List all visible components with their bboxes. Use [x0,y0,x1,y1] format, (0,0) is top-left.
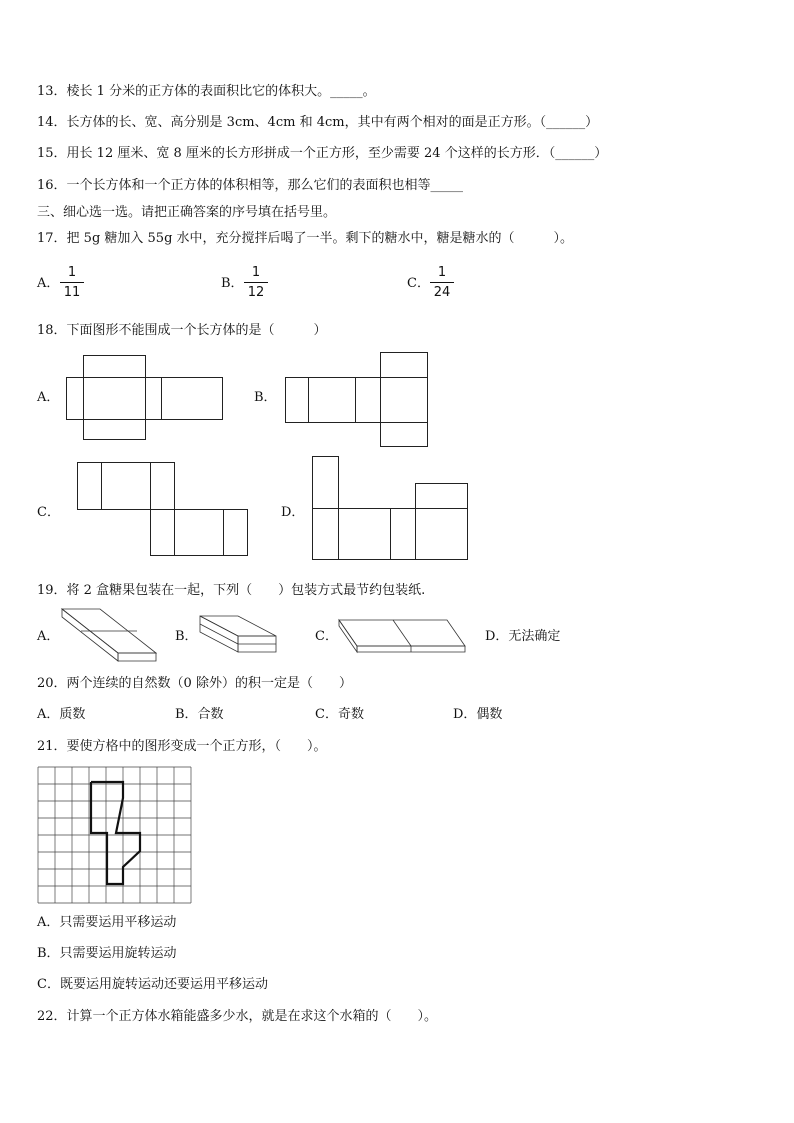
q19-box-a [60,607,160,665]
q17-option-b-fraction [244,265,268,300]
q17-option-b-label: B． [221,276,244,291]
q19-box-c [337,618,469,656]
q21-option-c: C．既要运用旋转运动还要运用平移运动 [37,977,268,992]
question-21: 21．要使方格中的图形变成一个正方形，（ ）。 [37,739,327,754]
denominator: 11 [63,285,81,300]
q21-option-a: A．只需要运用平移运动 [37,915,177,930]
q20-option-d: D．偶数 [453,707,503,722]
question-17: 17．把 5g 糖加入 55g 水中，充分搅拌后喝了一半。剩下的糖水中，糖是糖水的（ ）。 [37,231,574,246]
q18-label-c: C． [37,505,60,520]
q18-label-b: B． [254,390,277,405]
q18-net-a [66,355,226,441]
numerator: 1 [67,265,77,280]
q20-option-b: B．合数 [175,707,224,722]
q18-net-b [285,352,431,448]
q20-option-a: A．质数 [37,707,86,722]
q19-label-a: A． [37,629,60,644]
q19-option-d: D．无法确定 [485,629,561,644]
q18-net-d [312,456,472,562]
fraction-bar [430,282,454,283]
q18-net-c [77,462,251,558]
denominator: 24 [433,285,451,300]
q19-box-b [198,614,280,656]
numerator: 1 [251,265,261,280]
question-18: 18．下面图形不能围成一个长方体的是（ ） [37,323,327,338]
q17-option-c-label: C． [407,276,430,291]
q18-label-d: D． [281,505,305,520]
question-15: 15．用长 12 厘米、宽 8 厘米的长方形拼成一个正方形，至少需要 24 个这样的长方形．（______） [37,146,608,161]
question-19: 19．将 2 盒糖果包装在一起，下列（ ）包装方式最节约包装纸. [37,583,426,598]
question-13: 13．棱长 1 分米的正方体的表面积比它的体积大。_____。 [37,84,376,99]
q20-option-c: C．奇数 [315,707,364,722]
question-22: 22．计算一个正方体水箱能盛多少水，就是在求这个水箱的（ ）。 [37,1009,438,1024]
question-20: 20．两个连续的自然数（0 除外）的积一定是（ ） [37,676,352,691]
section-3-heading: 三、细心选一选。请把正确答案的序号填在括号里。 [37,205,337,220]
denominator: 12 [247,285,265,300]
numerator: 1 [437,265,447,280]
q17-option-a-label: A． [37,276,60,291]
fraction-bar [244,282,268,283]
q18-label-a: A． [37,390,60,405]
question-16: 16．一个长方体和一个正方体的体积相等，那么它们的表面积也相等_____ [37,178,464,193]
q21-grid-figure [37,766,195,904]
q17-option-a-fraction [60,265,84,300]
q21-option-b: B．只需要运用旋转运动 [37,946,177,961]
q17-option-c-fraction [430,265,454,300]
q19-label-c: C． [315,629,338,644]
question-14: 14．长方体的长、宽、高分别是 3cm、4cm 和 4cm，其中有两个相对的面是正方形。（______） [37,115,599,130]
fraction-bar [60,282,84,283]
q19-label-b: B． [175,629,198,644]
